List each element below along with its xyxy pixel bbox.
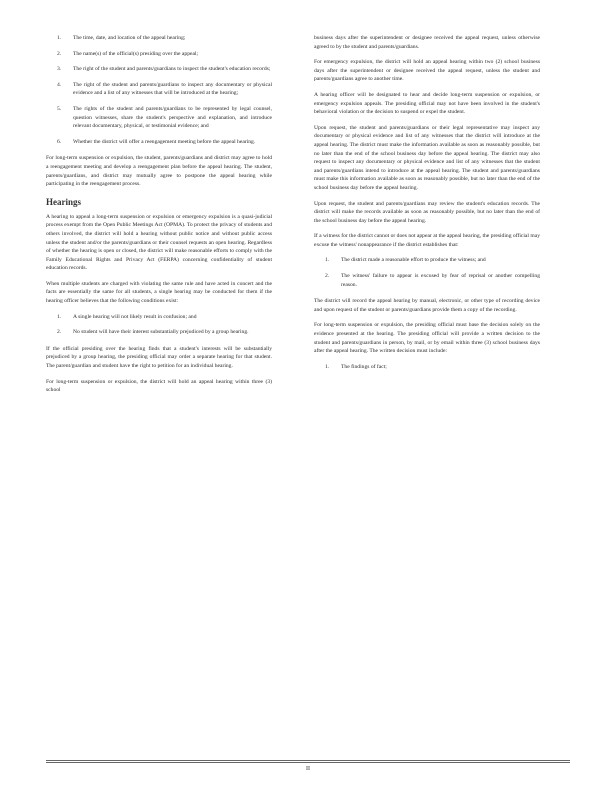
list-item (314, 272, 540, 289)
recording-paragraph: The district will record the appeal hearing by manual, electronic, or other type of recording device and upon request of the student or parents/guardians provide them a copy of the recording. (314, 298, 540, 313)
written-decision-paragraph: For long-term suspension or expulsion, the presiding official must base the decision solely on the evidence presented at the hearing. The presiding official will provide a written decision to the student and parents/guardians in person, by mail, or by email within three (3) school business days after the appeal hearing. The written decision must include: (314, 322, 540, 355)
list-item-text: The right of the student and parents/guardians to inspect any documentary or physical evidence and a list of any witnesses that will be introduced at the hearing; (73, 81, 272, 97)
list-item (46, 328, 272, 337)
list-item (46, 65, 272, 74)
list-item-number: 2. (325, 273, 330, 280)
quasi-judicial-paragraph: A hearing to appeal a long-term suspension or expulsion or emergency expulsion is a quasi-judicial process exempt from the Open Public Meetings Act (OPMA). To protect the privacy of students and others involved, the district will hold a hearing without public notice and without public access unless the student and/or the parents/guardians or their counsel requests an open hearing. Regardless of whether the hearing is open or closed, the district will make reasonable efforts to comply with the Family Educational Rights and Privacy Act (FERPA) concerning confidentiality of student education records. (46, 213, 272, 272)
list-item-text: The right of the student and parents/guardians to inspect the student's education records; (73, 66, 271, 73)
list-item-text: The findings of fact; (341, 363, 387, 370)
list-item (46, 34, 272, 43)
list-item (46, 138, 272, 147)
list-item-text: Whether the district will offer a reengagement meeting before the appeal hearing. (73, 138, 256, 145)
hearings-heading: Hearings (46, 196, 81, 207)
list-item-text: No student will have their interest substantially prejudiced by a group hearing. (73, 329, 249, 336)
list-item (314, 256, 540, 265)
list-item-number: 1. (325, 363, 330, 370)
decision-contents-list (314, 363, 540, 372)
footer-rule-bottom (46, 762, 570, 763)
list-item-text: The name(s) of the official(s) presiding over the appeal; (73, 50, 199, 57)
left-column (46, 34, 272, 402)
list-item-number: 4. (57, 81, 62, 88)
witness-conditions-list (314, 256, 540, 289)
right-column (314, 34, 540, 379)
witness-paragraph: If a witness for the district cannot or does not appear at the appeal hearing, the presiding official may excuse the witness' nonappearance if the district establishes that: (314, 233, 540, 248)
list-item-number: 5. (57, 105, 62, 112)
multiple-students-paragraph: When multiple students are charged with violating the same rule and have acted in concert and the facts are essentially the same for all students, a single hearing may be conducted for them if the hearing officer believes that the following conditions exist: (46, 280, 272, 305)
hearing-officer-paragraph: A hearing officer will be designated to hear and decide long-term suspension or expulsion, or emergency expulsion appeals. The presiding official may not have been involved in the student's behavioral violation or the decision to suspend or expel the student. (314, 91, 540, 116)
list-item-number: 1. (57, 35, 62, 41)
page-number: II (306, 766, 310, 772)
footer-rule-top (46, 760, 570, 761)
list-item-text: The rights of the student and parents/guardians to be represented by legal counsel, question witnesses, share the student's perspective and explanation, and introduce relevant documentary, physical, or testimonial evidence; and (73, 105, 272, 130)
list-item (46, 313, 272, 322)
records-review-paragraph: Upon request, the student and parents/guardians may review the student's education records. The district will make the records available as soon as reasonably possible, but no later than the end of the school business day before the appeal hearing. (314, 200, 540, 224)
list-item-number: 2. (57, 329, 62, 336)
timeline-continued-paragraph: business days after the superintendent or designee received the appeal request, unless otherwise agreed to by the student and parents/guardians. (314, 35, 540, 50)
list-item (314, 363, 540, 372)
evidence-inspection-paragraph: Upon request, the student and parents/guardians or their legal representative may inspect any documentary or physical evidence and list of any witnesses that the district will introduce at the appeal hearing. The district must make the information available as soon as reasonably possible, but no later than the end of the school business day before the appeal hearing. The district may also request to inspect any documentary or physical evidence and list of any witnesses that the student and parents/guardians intend to introduce at the appeal hearing. The student and parents/guardians must make this information available as soon as reasonably possible, but no later than the end of the school business day before the appeal hearing. (314, 124, 540, 191)
reengagement-paragraph: For long-term suspension or expulsion, the student, parents/guardians and district may agree to hold a reengagement meeting and develop a reengagement plan before the appeal hearing. The student, parents/guardians, and district may mutually agree to postpone the appeal hearing while participating in the reengagement process. (46, 155, 272, 188)
list-item-text: The witness' failure to appear is excused by fear of reprisal or another compelling reason. (341, 273, 540, 288)
list-item-number: 3. (57, 66, 62, 73)
list-item-text: A single hearing will not likely result in confusion; and (73, 313, 197, 320)
list-item-text: The time, date, and location of the appeal hearing; (73, 35, 186, 41)
group-hearing-conditions-list (46, 313, 272, 337)
list-item (46, 50, 272, 59)
emergency-expulsion-paragraph: For emergency expulsion, the district will hold an appeal hearing within two (2) school business days after the superintendent or designee received the appeal request, unless the student and parents/guardians agree to another time. (314, 59, 540, 83)
list-item-number: 6. (57, 138, 62, 145)
list-item (46, 105, 272, 131)
list-item-text: The district made a reasonable effort to produce the witness; and (341, 257, 486, 264)
list-item (46, 81, 272, 98)
list-item-number: 2. (57, 50, 62, 57)
prejudiced-paragraph: If the official presiding over the hearing finds that a student's interests will be substantially prejudiced by a group hearing, the presiding official may order a separate hearing for that student. The parent/guardian and student have the right to petition for an individual hearing. (46, 345, 272, 370)
hearing-notice-rights-list (46, 34, 272, 146)
list-item-number: 1. (57, 313, 62, 320)
list-item-number: 1. (325, 257, 330, 264)
hearing-timeline-paragraph: For long-term suspension or expulsion, the district will hold an appeal hearing within three (3) school (46, 378, 272, 394)
